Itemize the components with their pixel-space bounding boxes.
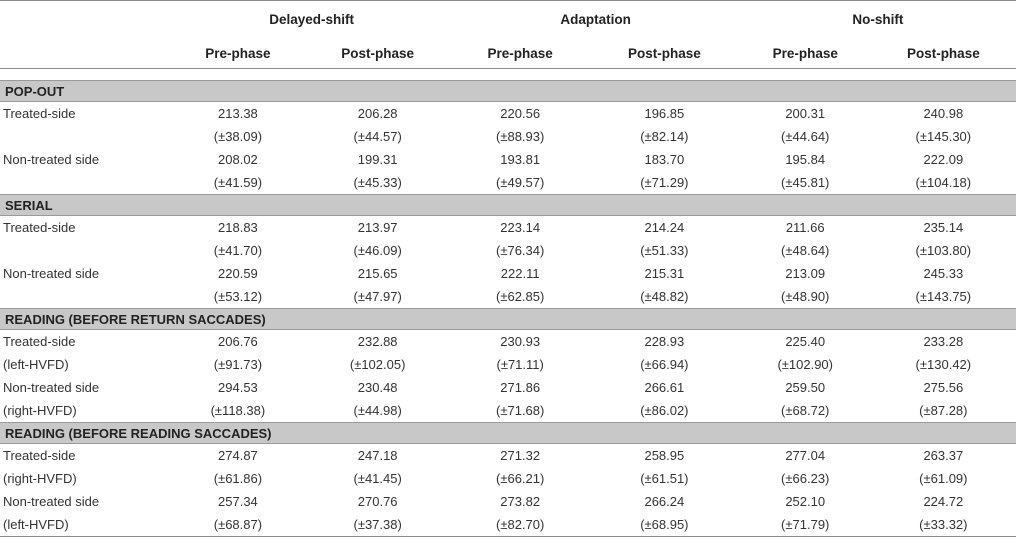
sd-value-cell: (±82.14)	[640, 129, 689, 144]
sd-value-cell: (±82.70)	[451, 513, 589, 537]
sd-value-cell: (±46.09)	[353, 243, 402, 258]
sd-value-cell: (±145.30)	[915, 129, 972, 144]
sd-value-cell: (±68.87)	[172, 513, 304, 537]
sd-value-cell: (±76.34)	[496, 243, 545, 258]
sd-value-cell: (±61.51)	[640, 471, 689, 486]
sd-value-cell: (±51.33)	[640, 243, 689, 258]
table-row	[0, 148, 1016, 171]
sd-value-cell: (±44.57)	[353, 129, 402, 144]
mean-value-cell: 258.95	[644, 448, 685, 463]
sd-value-cell: (±66.21)	[496, 471, 545, 486]
table-row	[0, 216, 1016, 240]
sd-value-cell: (±61.09)	[919, 471, 968, 486]
mean-value-cell: 211.66	[785, 220, 825, 235]
empty-corner-sub	[0, 38, 172, 69]
mean-value-cell: 214.24	[644, 220, 685, 235]
sd-value-cell: (±66.94)	[640, 357, 689, 372]
section-title: SERIAL	[0, 195, 1016, 216]
mean-value-cell: 273.82	[500, 494, 541, 509]
sd-value-cell: (±71.29)	[640, 175, 689, 190]
row-label: Treated-side	[3, 448, 76, 463]
mean-value-cell: 222.09	[923, 152, 964, 167]
mean-value-cell: 220.59	[218, 266, 258, 281]
mean-value-cell: 225.40	[785, 334, 826, 349]
group-header-no-shift: No-shift	[852, 12, 904, 27]
section-title: READING (BEFORE READING SACCADES)	[0, 423, 1016, 444]
phase-header: Post-phase	[304, 38, 452, 69]
table-row-sd	[0, 399, 1016, 423]
table-row-sd	[0, 239, 1016, 262]
sd-value-cell: (±143.75)	[915, 289, 972, 304]
row-label: Treated-side	[3, 220, 76, 235]
mean-value-cell: 218.83	[218, 220, 258, 235]
table-row	[0, 102, 1016, 126]
sd-value-cell: (±37.38)	[304, 513, 452, 537]
mean-value-cell: 215.65	[357, 266, 398, 281]
mean-value-cell: 213.38	[218, 106, 258, 121]
row-sublabel	[0, 125, 172, 148]
table-row-sd	[0, 353, 1016, 376]
mean-value-cell: 274.87	[218, 448, 258, 463]
empty-corner	[0, 1, 172, 38]
sd-value-cell: (±66.23)	[781, 471, 830, 486]
sd-value-cell: (±71.68)	[496, 403, 545, 418]
mean-value-cell: 196.85	[644, 106, 685, 121]
row-sublabel: (right-HVFD)	[3, 403, 77, 418]
mean-value-cell: 200.31	[785, 106, 826, 121]
sd-value-cell: (±103.80)	[915, 243, 972, 258]
mean-value-cell: 247.18	[357, 448, 398, 463]
sd-value-cell: (±45.81)	[781, 175, 830, 190]
sd-value-cell: (±48.64)	[781, 243, 830, 258]
row-label: Non-treated side	[3, 266, 100, 281]
mean-value-cell: 263.37	[923, 448, 964, 463]
mean-value-cell: 230.93	[500, 334, 541, 349]
sd-value-cell: (±130.42)	[915, 357, 972, 372]
table-body	[0, 81, 1016, 537]
table-row	[0, 444, 1016, 468]
row-label: Non-treated side	[3, 380, 100, 395]
mean-value-cell: 294.53	[218, 380, 258, 395]
mean-value-cell: 206.28	[357, 106, 398, 121]
mean-value-cell: 277.04	[785, 448, 826, 463]
sd-value-cell: (±71.11)	[496, 357, 544, 372]
sd-value-cell: (±91.73)	[213, 357, 263, 372]
sd-value-cell: (±41.45)	[353, 471, 402, 486]
row-label: Non-treated side	[3, 152, 100, 167]
table-row-sd	[0, 171, 1016, 195]
row-sublabel	[0, 171, 172, 195]
mean-value-cell: 206.76	[218, 334, 258, 349]
sd-value-cell: (±44.64)	[781, 129, 830, 144]
row-sublabel	[0, 239, 172, 262]
table-row-sd	[0, 285, 1016, 309]
table-row-sd	[0, 513, 1016, 537]
sd-value-cell: (±49.57)	[496, 175, 545, 190]
mean-value-cell: 223.14	[500, 220, 541, 235]
mean-value-cell: 245.33	[923, 266, 964, 281]
section-header-row	[0, 81, 1016, 102]
phase-header: Post-phase	[871, 38, 1016, 69]
row-label: Treated-side	[3, 334, 76, 349]
table-row	[0, 490, 1016, 513]
mean-value-cell: 213.97	[357, 220, 398, 235]
section-header-row	[0, 195, 1016, 216]
mean-value-cell: 183.70	[644, 152, 685, 167]
sd-value-cell: (±48.82)	[640, 289, 689, 304]
row-label: Non-treated side	[3, 494, 100, 509]
mean-value-cell: 271.86	[500, 380, 541, 395]
mean-value-cell: 208.02	[218, 152, 258, 167]
sd-value-cell: (±33.32)	[871, 513, 1016, 537]
mean-value-cell: 220.56	[500, 106, 541, 121]
sd-value-cell: (±88.93)	[496, 129, 545, 144]
mean-value-cell: 215.31	[644, 266, 685, 281]
sd-value-cell: (±118.38)	[210, 403, 266, 418]
sd-value-cell: (±68.72)	[781, 403, 830, 418]
table-row	[0, 376, 1016, 399]
mean-value-cell: 199.31	[357, 152, 398, 167]
section-header-row	[0, 309, 1016, 330]
sd-value-cell: (±104.18)	[915, 175, 972, 190]
sd-value-cell: (±38.09)	[213, 129, 263, 144]
sd-value-cell: (±87.28)	[919, 403, 968, 418]
mean-value-cell: 266.24	[644, 494, 685, 509]
sd-value-cell: (±62.85)	[496, 289, 545, 304]
phase-header: Pre-phase	[172, 38, 304, 69]
group-header-adaptation: Adaptation	[560, 12, 631, 27]
sd-value-cell: (±45.33)	[353, 175, 402, 190]
mean-value-cell: 270.76	[357, 494, 398, 509]
mean-value-cell: 259.50	[785, 380, 826, 395]
mean-value-cell: 193.81	[500, 152, 541, 167]
phase-header: Pre-phase	[451, 38, 589, 69]
mean-value-cell: 252.10	[785, 494, 826, 509]
sd-value-cell: (±44.98)	[353, 403, 402, 418]
mean-value-cell: 235.14	[923, 220, 964, 235]
sd-value-cell: (±71.79)	[740, 513, 871, 537]
group-header-delayed-shift: Delayed-shift	[269, 12, 355, 27]
mean-value-cell: 233.28	[923, 334, 964, 349]
sd-value-cell: (±68.95)	[589, 513, 740, 537]
mean-value-cell: 224.72	[923, 494, 964, 509]
mean-value-cell: 222.11	[500, 266, 540, 281]
sd-value-cell: (±48.90)	[781, 289, 830, 304]
mean-value-cell: 275.56	[923, 380, 964, 395]
sd-value-cell: (±47.97)	[353, 289, 402, 304]
sd-value-cell: (±53.12)	[213, 289, 263, 304]
table-row	[0, 330, 1016, 354]
mean-value-cell: 195.84	[785, 152, 826, 167]
phase-header: Post-phase	[589, 38, 740, 69]
mean-value-cell: 257.34	[218, 494, 258, 509]
section-title: POP-OUT	[0, 81, 1016, 102]
header-spacer	[0, 69, 1016, 81]
row-sublabel: (right-HVFD)	[3, 471, 77, 486]
mean-value-cell: 230.48	[357, 380, 398, 395]
mean-value-cell: 228.93	[644, 334, 685, 349]
sd-value-cell: (±61.86)	[213, 471, 263, 486]
mean-value-cell: 213.09	[785, 266, 826, 281]
row-label: Treated-side	[3, 106, 76, 121]
table-row-sd	[0, 125, 1016, 148]
sd-value-cell: (±102.05)	[349, 357, 406, 372]
section-header-row	[0, 423, 1016, 444]
section-title: READING (BEFORE RETURN SACCADES)	[0, 309, 1016, 330]
row-sublabel: (left-HVFD)	[3, 357, 69, 372]
mean-value-cell: 271.32	[500, 448, 541, 463]
sd-value-cell: (±86.02)	[640, 403, 689, 418]
mean-value-cell: 240.98	[923, 106, 964, 121]
sd-value-cell: (±102.90)	[777, 357, 833, 372]
row-sublabel	[0, 285, 172, 309]
phase-header: Pre-phase	[740, 38, 871, 69]
mean-value-cell: 266.61	[644, 380, 685, 395]
sd-value-cell: (±41.59)	[213, 175, 263, 190]
sd-value-cell: (±41.70)	[213, 243, 263, 258]
table-row	[0, 262, 1016, 285]
row-sublabel: (left-HVFD)	[0, 513, 172, 537]
mean-value-cell: 232.88	[357, 334, 398, 349]
table-row-sd	[0, 467, 1016, 490]
